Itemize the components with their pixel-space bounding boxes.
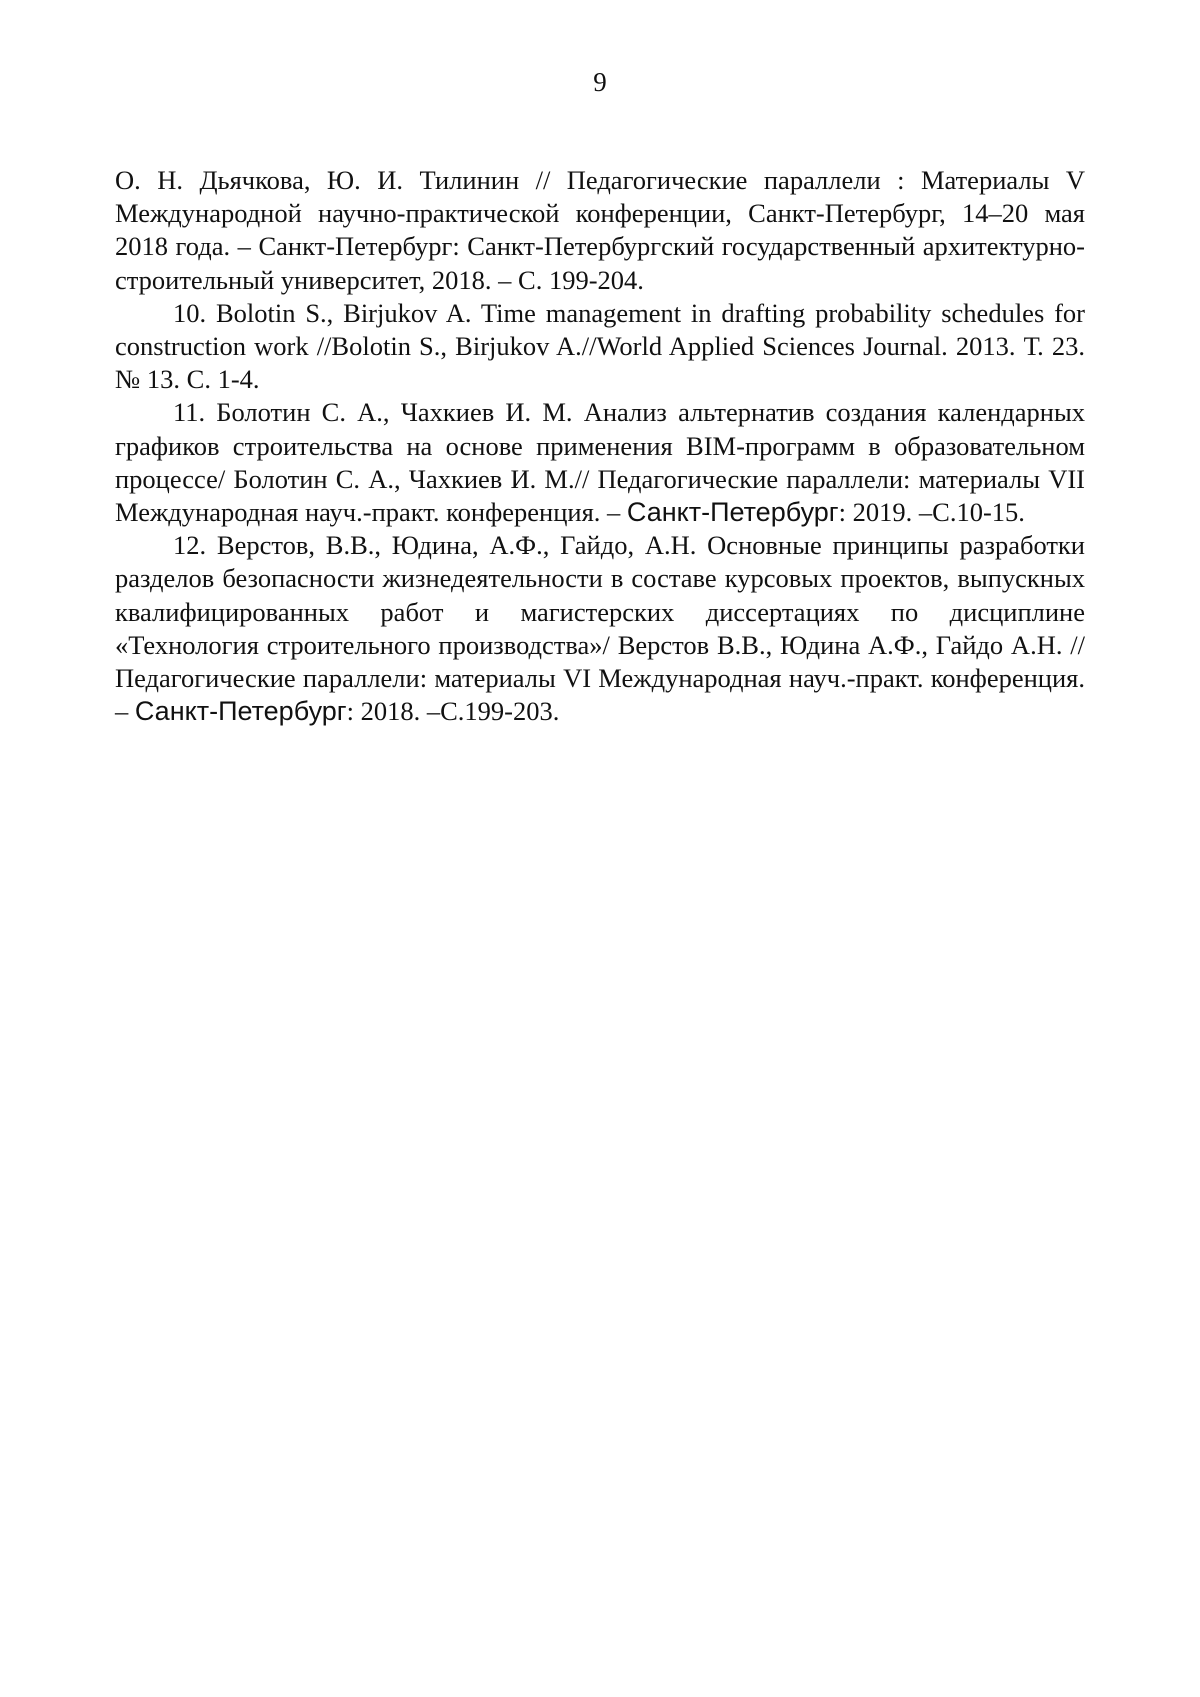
reference-item	[115, 396, 1085, 529]
reference-text-end: : 2018. –С.199-203.	[346, 696, 560, 727]
reference-item	[115, 297, 1085, 397]
reference-item	[115, 164, 1085, 297]
page-number: 9	[593, 67, 607, 97]
reference-text: 10. Bolotin S., Birjukov A. Time management in drafting probability schedules for construction work //Bolotin S., Birjukov A.//World Applied Sciences Journal. 2013. Т. 23. № 13. С. 1-4.	[115, 297, 1085, 395]
reference-list	[115, 164, 1085, 728]
reference-text-start: 12. Верстов, В.В., Юдина, А.Ф., Гайдо, А.Н. Основные принципы разработки разделов безопасности жизнедеятельности в составе курсовых проектов, выпускных квалифицированных работ и магистерских диссертациях по дисциплине «Технология строительного производства»/ Верстов В.В., Юдина А.Ф., Гайдо А.Н. // Педагогические параллели: материалы VI Международная науч.-практ. конференция. –	[115, 530, 1085, 727]
reference-text-end: : 2019. –С.10-15.	[838, 497, 1025, 528]
reference-text-start: 11. Болотин С. А., Чахкиев И. М. Анализ альтернатив создания календарных графиков строительства на основе применения BIM-программ в образовательном процессе/ Болотин С. А., Чахкиев И. М.// Педагогические параллели: материалы VII Международная науч.-практ. конференция. –	[115, 397, 1085, 528]
reference-city: Санкт-Петербург	[134, 696, 347, 727]
reference-text: О. Н. Дьячкова, Ю. И. Тилинин // Педагогические параллели : Материалы V Международной научно-практической конференции, Санкт-Петербург, 14–20 мая 2018 года. – Санкт-Петербург: Санкт-Петербургский государственный архитектурно-строительный университет, 2018. – С. 199-204.	[115, 165, 1085, 295]
reference-item	[115, 529, 1085, 728]
reference-city: Санкт-Петербург	[626, 497, 839, 528]
